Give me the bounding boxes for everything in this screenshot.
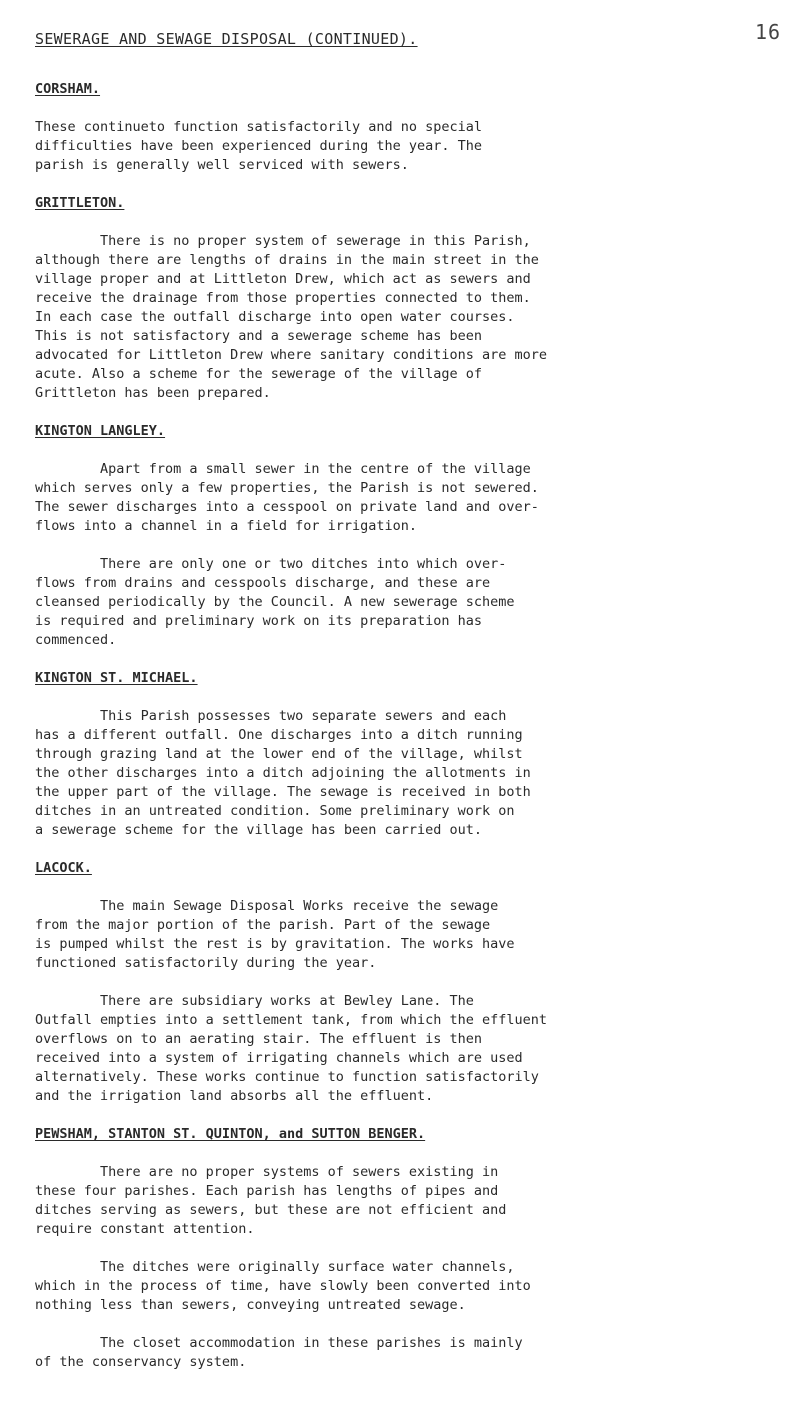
section-paragraph: This Parish possesses two separate sewers and each has a different outfall. One discharges into a ditch running through grazing land at the lower end of the village, whilst the other discharges into a ditch adjoining the allotments in the upper part of the village. The sewage is received in both ditches in an untreated condition. Some preliminary work on a sewerage scheme for the village has been carried out. [35,708,531,838]
section-heading: KINGTON ST. MICHAEL. [35,670,198,686]
section-paragraph: The ditches were originally surface water channels, which in the process of time, have slowly been converted into nothing less than sewers, conveying untreated sewage. [35,1259,531,1313]
section-kington-langley [35,422,775,650]
section-paragraph: The main Sewage Disposal Works receive the sewage from the major portion of the parish. Part of the sewage is pumped whilst the rest is by gravitation. The works have functioned satisfactorily during the year. [35,898,515,971]
section-corsham [35,80,775,175]
section-paragraph: The closet accommodation in these parishes is mainly of the conservancy system. [35,1335,523,1370]
section-paragraph: There are only one or two ditches into which over- flows from drains and cesspools discharge, and these are cleansed periodically by the Council. A new sewerage scheme is required and preliminary work on its preparation has commenced. [35,556,515,648]
section-paragraph: There is no proper system of sewerage in this Parish, although there are lengths of drains in the main street in the village proper and at Littleton Drew, which act as sewers and receive the drainage from those properties connected to them. In each case the outfall discharge into open water courses. This is not satisfactory and a sewerage scheme has been advocated for Littleton Drew where sanitary conditions are more acute. Also a scheme for the sewerage of the village of Grittleton has been prepared. [35,233,548,401]
section-paragraph: There are subsidiary works at Bewley Lane. The Outfall empties into a settlement tank, from which the effluent overflows on to an aerating stair. The effluent is then received into a system of irrigating channels which are used alternatively. These works continue to function satisfactorily and the irrigation land absorbs all the effluent. [35,993,548,1104]
section-paragraph: There are no proper systems of sewers existing in these four parishes. Each parish has lengths of pipes and ditches serving as sewers, but these are not efficient and require constant attention. [35,1164,507,1237]
section-heading: GRITTLETON. [35,195,125,211]
section-heading: PEWSHAM, STANTON ST. QUINTON, and SUTTON BENGER. [35,1126,426,1142]
page-number: 16 [755,20,782,44]
section-lacock [35,859,775,1106]
document-body [35,80,775,1372]
section-paragraph: These continueto function satisfactorily and no special difficulties have been experienced during the year. The parish is generally well serviced with sewers. [35,119,483,173]
section-heading: CORSHAM. [35,81,101,97]
document-title: SEWERAGE AND SEWAGE DISPOSAL (CONTINUED). [35,30,418,48]
section-heading: LACOCK. [35,860,92,876]
section-grittleton [35,194,775,403]
section-paragraph: Apart from a small sewer in the centre of the village which serves only a few properties, the Parish is not sewered. The sewer discharges into a cesspool on private land and over- flows into a channel in a field for irrigation. [35,461,539,534]
section-kington-st-michael [35,669,775,840]
section-heading: KINGTON LANGLEY. [35,423,166,439]
section-pewsham-stanton-sutton [35,1125,775,1372]
